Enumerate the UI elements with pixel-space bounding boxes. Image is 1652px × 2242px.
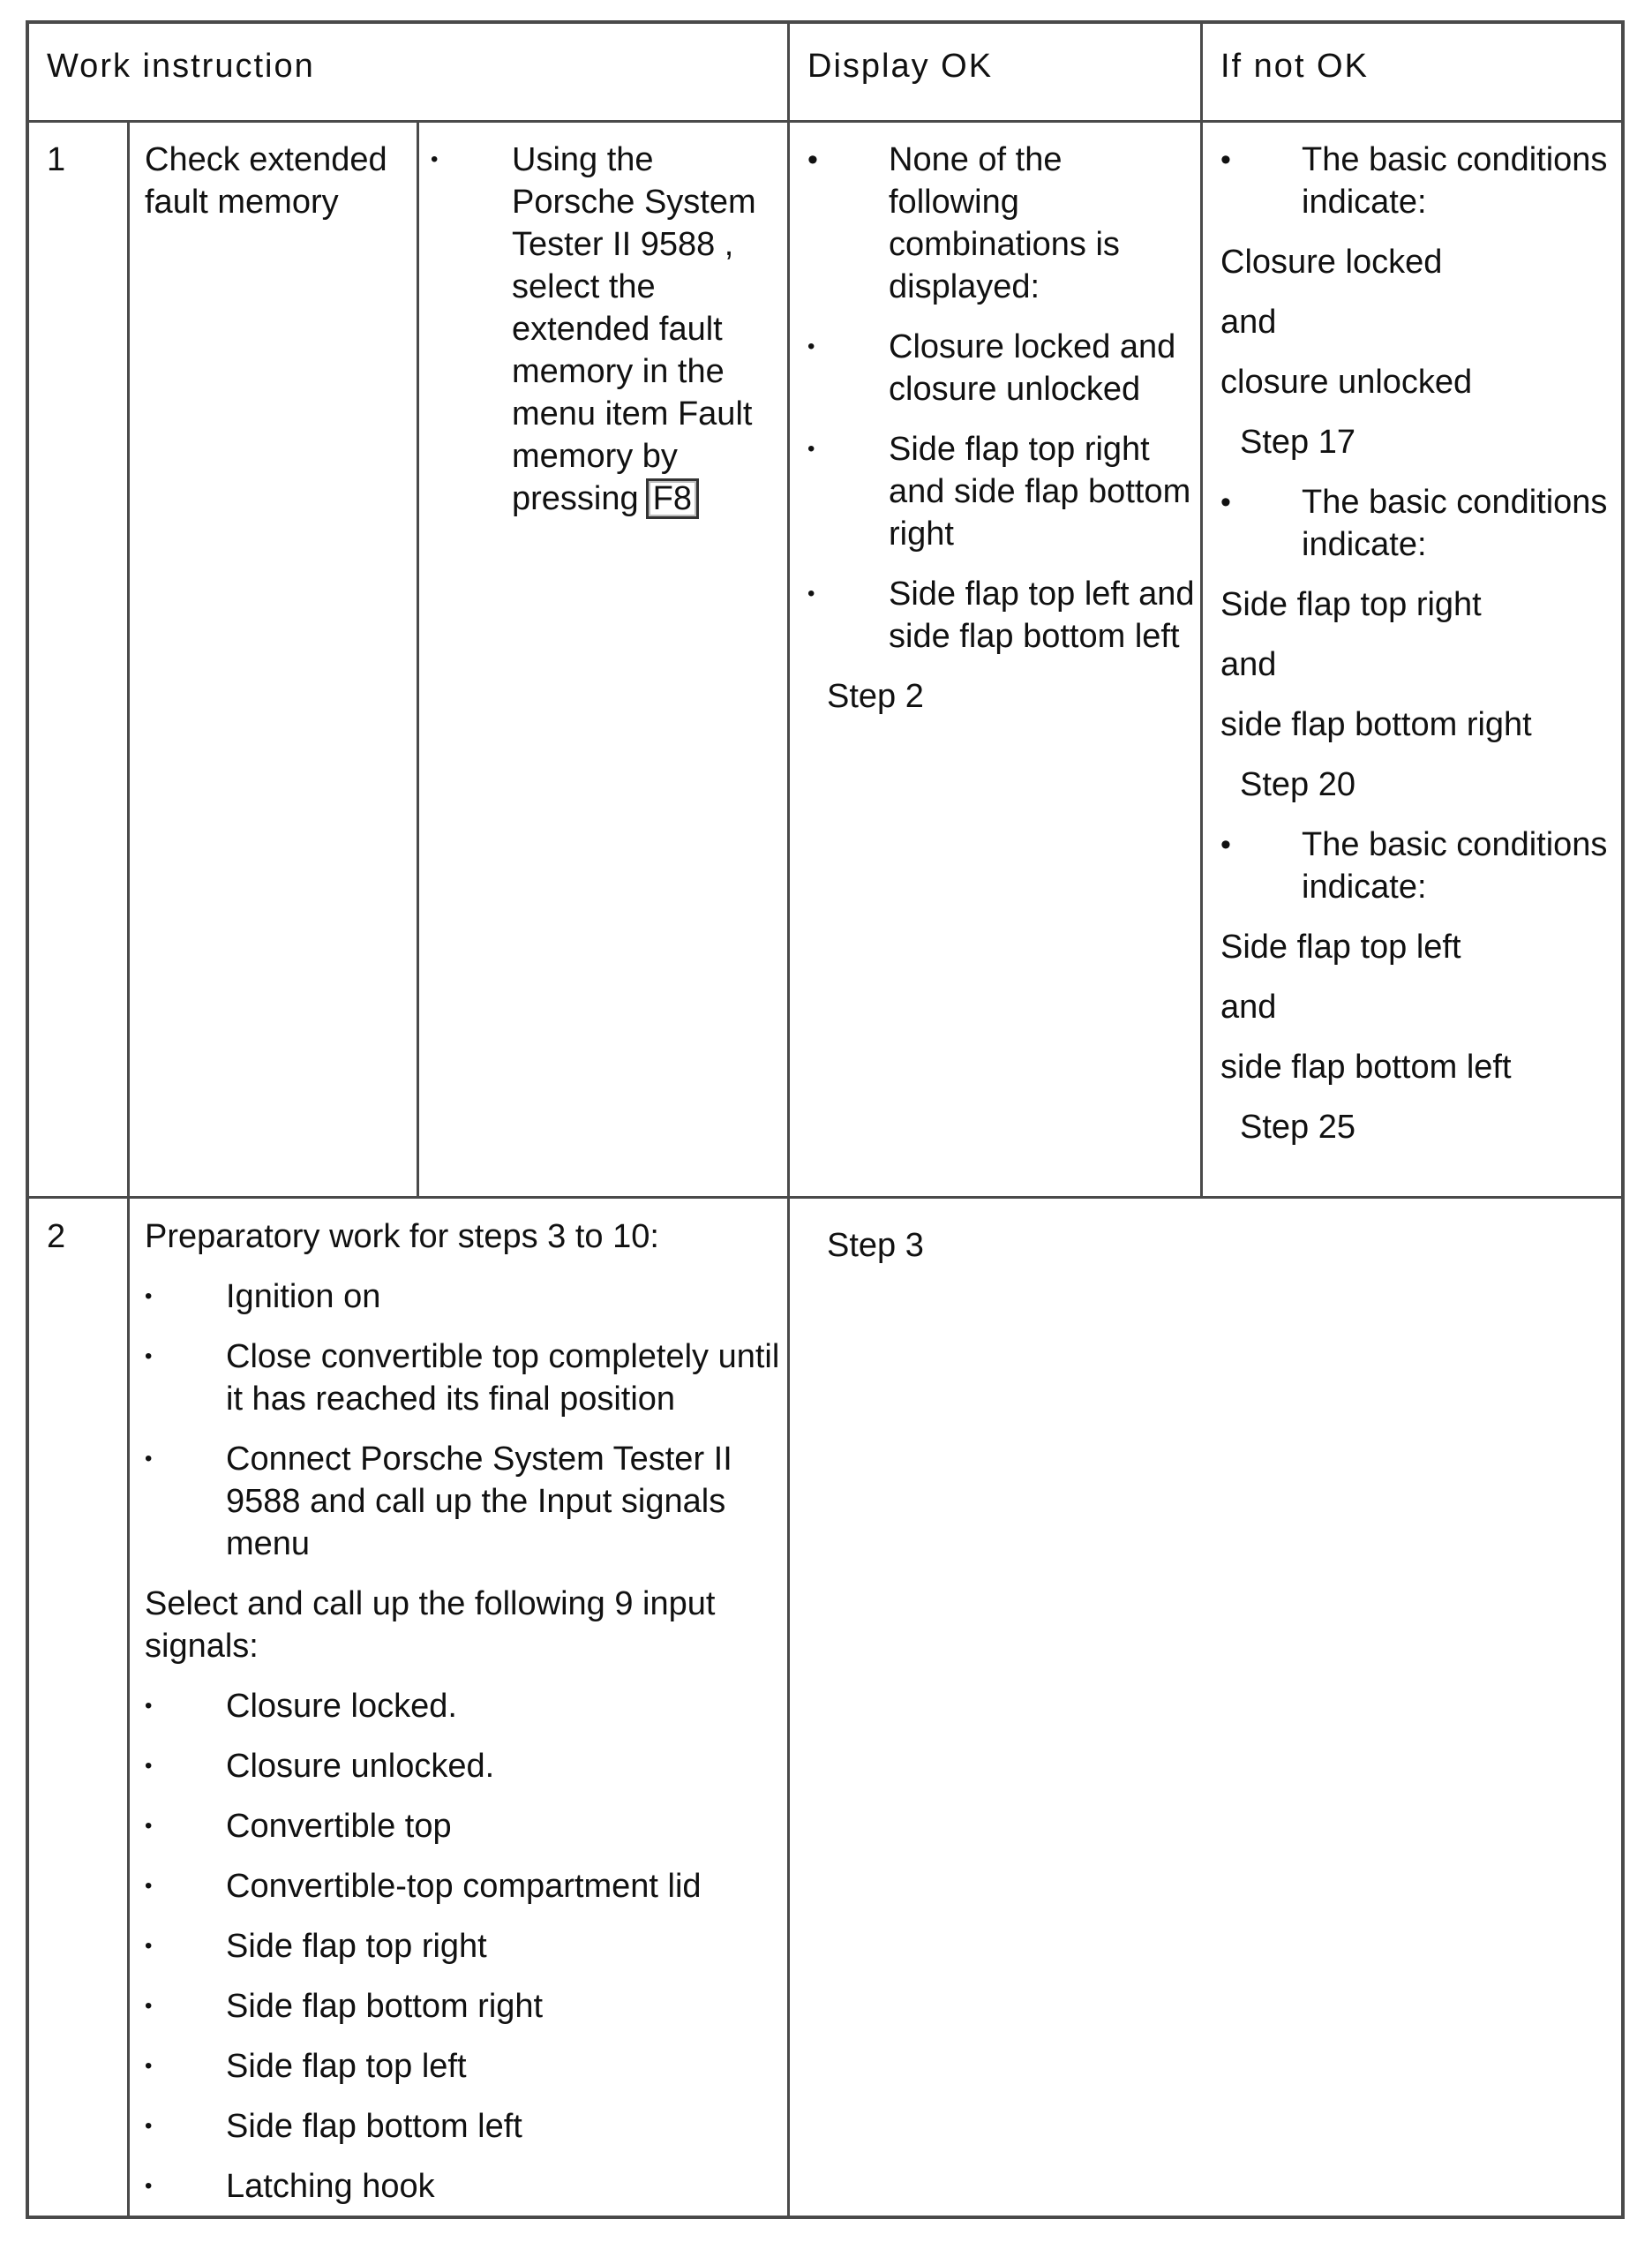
if-not-ok-line: side flap bottom left	[1220, 1049, 1512, 1086]
row1-instruction	[431, 139, 779, 520]
if-not-ok-line: and	[1220, 304, 1277, 341]
input-signal-item: • Side flap top right	[145, 1925, 780, 1967]
input-signal-item: • Convertible top	[145, 1805, 780, 1847]
col-notok-divider	[1200, 24, 1203, 1198]
if-not-ok-step: Step 25	[1240, 1109, 1355, 1146]
col-substep-divider	[417, 121, 419, 1198]
if-not-ok-line: closure unlocked	[1220, 364, 1473, 401]
input-signal-item: • Side flap bottom right	[145, 1985, 780, 2028]
display-ok-intro: • None of the following combinations is displayed:	[807, 139, 1196, 308]
if-not-ok-line: Side flap top right	[1220, 586, 1482, 623]
if-not-ok-line: Side flap top left	[1220, 929, 1461, 966]
header-divider	[29, 120, 1621, 123]
row2-number: 2	[47, 1218, 66, 1255]
if-not-ok-line: Closure locked	[1220, 244, 1443, 281]
if-not-ok-line: and	[1220, 989, 1277, 1026]
if-not-ok-step: Step 20	[1240, 766, 1355, 803]
header-display-ok: Display OK	[807, 48, 994, 85]
if-not-ok-line: side flap bottom right	[1220, 706, 1532, 743]
if-not-ok-step: Step 17	[1240, 424, 1355, 461]
input-signal-item: • Side flap top left	[145, 2045, 780, 2088]
if-not-ok-line: and	[1220, 646, 1277, 683]
if-not-ok-condition: • The basic conditions indicate:	[1220, 481, 1618, 566]
row1-if-not-ok	[1220, 139, 1618, 1148]
input-signal-item: • Latching hook	[145, 2165, 780, 2208]
f8-key: F8	[646, 478, 699, 519]
row1-title: Check extended fault memory	[145, 141, 387, 221]
row2-instruction	[145, 1215, 780, 2208]
input-signal-item: • Side flap bottom left	[145, 2105, 780, 2148]
row2-display-ok-step: Step 3	[827, 1227, 924, 1264]
col-number-divider	[127, 121, 130, 2216]
header-if-not-ok: If not OK	[1220, 48, 1369, 85]
display-ok-item: • Side flap top right and side flap bottom right	[807, 428, 1196, 555]
prep-item: • Close convertible top completely until it has reached its final position	[145, 1335, 780, 1420]
row1-divider	[29, 1196, 1621, 1199]
col-display-divider	[787, 24, 790, 2216]
display-ok-item: • Closure locked and closure unlocked	[807, 326, 1196, 410]
input-signal-item: • Convertible-top compartment lid	[145, 1865, 780, 1907]
if-not-ok-condition: • The basic conditions indicate:	[1220, 824, 1618, 908]
prep-item: • Connect Porsche System Tester II 9588 and call up the Input signals menu	[145, 1438, 780, 1565]
header-work-instruction: Work instruction	[47, 48, 315, 85]
work-instruction-table	[26, 20, 1625, 2219]
row1-instruction-item	[431, 139, 779, 520]
input-signal-item: • Closure locked.	[145, 1685, 780, 1727]
select-signals-text: Select and call up the following 9 input signals:	[145, 1585, 716, 1665]
input-signal-item: • Closure unlocked.	[145, 1745, 780, 1787]
row1-number: 1	[47, 141, 66, 178]
prep-item: • Ignition on	[145, 1275, 780, 1318]
row1-display-ok	[807, 139, 1196, 718]
row1-instruction-text: Using the Porsche System Tester II 9588 , select the extended fault memory in the menu item Fault memory by pressing	[512, 141, 756, 517]
if-not-ok-condition: • The basic conditions indicate:	[1220, 139, 1618, 223]
display-ok-step: Step 2	[827, 678, 924, 715]
display-ok-item: • Side flap top left and side flap bottom left	[807, 573, 1196, 658]
prep-title: Preparatory work for steps 3 to 10:	[145, 1218, 659, 1255]
